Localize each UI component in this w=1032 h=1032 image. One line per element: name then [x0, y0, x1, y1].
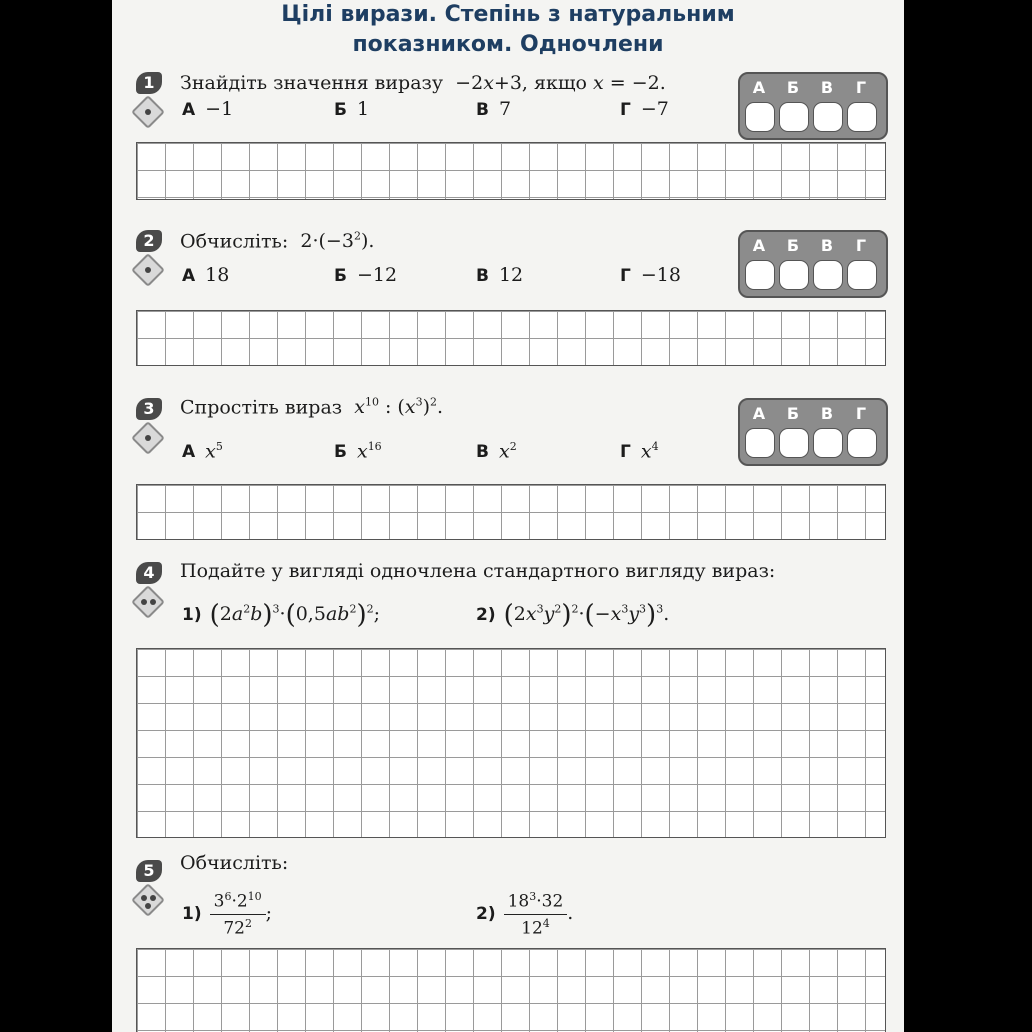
- task-2-text: Обчисліть:: [180, 230, 289, 253]
- answer-cell-b[interactable]: [779, 102, 809, 132]
- task-number: 5: [136, 860, 162, 882]
- task-number: 1: [136, 72, 162, 94]
- task-3-option-g[interactable]: Г $x^4$: [620, 440, 659, 463]
- difficulty-dot: [145, 903, 151, 909]
- difficulty-dot: [150, 895, 156, 901]
- difficulty-dot: [145, 267, 151, 273]
- task-2-question: [180, 230, 374, 252]
- answer-cell-v[interactable]: [813, 428, 843, 458]
- task-1-question: [180, 72, 666, 94]
- task-number: 4: [136, 562, 162, 584]
- answer-cell-a[interactable]: [745, 102, 775, 132]
- task-2-expression: $2\cdot(-3^2)$.: [294, 230, 375, 253]
- task-5-text: Обчисліть:: [180, 852, 289, 874]
- task-2-option-g[interactable]: Г −18: [620, 264, 681, 286]
- work-grid-2[interactable]: [136, 310, 886, 366]
- task-2-option-v[interactable]: В 12: [476, 264, 524, 286]
- difficulty-dot: [141, 599, 147, 605]
- task-3-text: Спростіть вираз: [180, 396, 343, 419]
- workbook-page: [112, 0, 904, 1032]
- task-number: 2: [136, 230, 162, 252]
- task-4-text: Подайте у вигляді одночлена стандартного вигляду вираз:: [180, 560, 776, 582]
- answer-box-2: А Б В Г: [738, 230, 888, 298]
- page-title-line1: Цілі вирази. Степінь з натуральним: [281, 2, 735, 27]
- difficulty-dot: [145, 109, 151, 115]
- work-grid-4[interactable]: [136, 648, 886, 838]
- answer-box-1: А Б В Г: [738, 72, 888, 140]
- answer-cell-g[interactable]: [847, 260, 877, 290]
- task-3-expression: $x^{10}$ : $(x^3)^2$.: [354, 396, 444, 419]
- difficulty-dot: [141, 895, 147, 901]
- work-grid-5[interactable]: [136, 948, 886, 1032]
- task-2-option-a[interactable]: А 18: [182, 264, 230, 286]
- task-number: 3: [136, 398, 162, 420]
- task-4-part-2: 2) $(2x^3y^2)^2\cdot(-x^3y^3)^3$.: [476, 600, 670, 630]
- task-4-part-1: 1) $(2a^2b)^3\cdot(0,5ab^2)^2$;: [182, 600, 380, 630]
- page-title-line2: показником. Одночлени: [352, 32, 664, 57]
- answer-box-3: А Б В Г: [738, 398, 888, 466]
- answer-cell-b[interactable]: [779, 428, 809, 458]
- difficulty-icon: [131, 585, 165, 619]
- task-2-option-b[interactable]: Б −12: [334, 264, 398, 286]
- task-1-text: Знайдіть значення виразу: [180, 72, 444, 94]
- difficulty-dot: [145, 435, 151, 441]
- task-5-part-2: 2) $\frac{18^3\cdot 32}{12^4}$ .: [476, 890, 574, 939]
- answer-cell-g[interactable]: [847, 428, 877, 458]
- task-1-option-b[interactable]: Б 1: [334, 98, 370, 120]
- answer-cell-b[interactable]: [779, 260, 809, 290]
- task-5-part-1: 1) $\frac{3^6\cdot 2^{10}}{72^2}$ ;: [182, 890, 273, 939]
- answer-cell-g[interactable]: [847, 102, 877, 132]
- work-grid-1[interactable]: [136, 142, 886, 200]
- task-1-option-a[interactable]: А −1: [182, 98, 234, 120]
- task-1-option-g[interactable]: Г −7: [620, 98, 669, 120]
- work-grid-3[interactable]: [136, 484, 886, 540]
- task-3-option-b[interactable]: Б $x^{16}$: [334, 440, 382, 463]
- task-3-option-a[interactable]: А $x^5$: [182, 440, 223, 463]
- difficulty-icon: [131, 883, 165, 917]
- answer-cell-v[interactable]: [813, 102, 843, 132]
- answer-cell-a[interactable]: [745, 260, 775, 290]
- difficulty-dot: [150, 599, 156, 605]
- answer-cell-a[interactable]: [745, 428, 775, 458]
- task-3-option-v[interactable]: В $x^2$: [476, 440, 517, 463]
- task-3-question: [180, 396, 443, 418]
- task-1-option-v[interactable]: В 7: [476, 98, 512, 120]
- task-1-expression: −2x+3, якщо x = −2.: [449, 72, 666, 94]
- answer-cell-v[interactable]: [813, 260, 843, 290]
